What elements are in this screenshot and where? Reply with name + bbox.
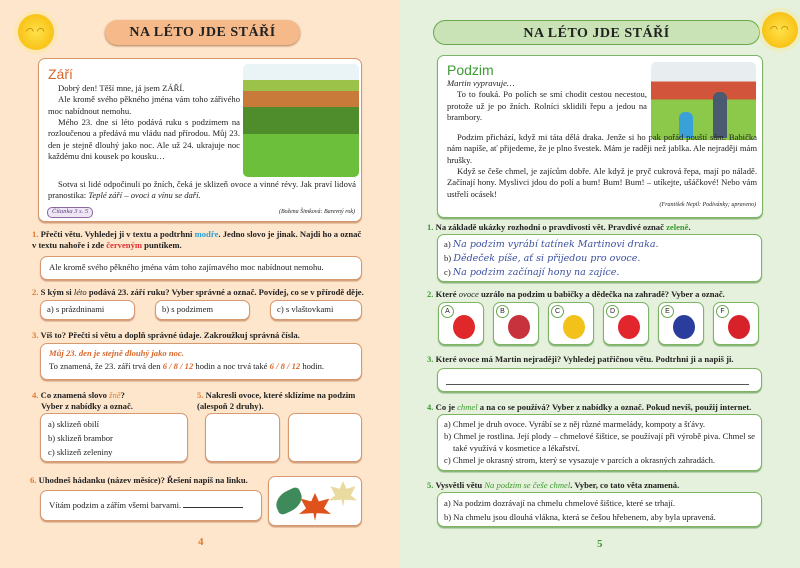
autumn-leaves-illustration [268, 476, 362, 526]
fruit-letter: E [661, 305, 674, 318]
option-c[interactable]: c) s vlaštovkami [270, 300, 362, 320]
statement-b[interactable]: b) Dědeček píše, ať si přijedou pro ovoce. [444, 252, 641, 264]
fruit-letter: F [716, 305, 729, 318]
answer-box[interactable] [437, 368, 762, 392]
reading-paragraph: To to fouká. Po polích se smí chodit cestou necestou, protože už je po žních. Rolníci sklidili řepu a jedou na brambory. [447, 89, 647, 123]
reading-paragraph: Podzim přichází, když mi táta dělá draka. Jenže si ho pak pořád pouští sám. Babička nám napíše, ať přijedeme, že je plno švestek. Mám je raději než jablka. Ale nejraději mám hrušky. [447, 132, 757, 165]
page-title: NA LÉTO JDE STÁŘÍ [433, 20, 760, 45]
sun-icon: ◠ ◠ [18, 14, 54, 50]
question-4-options [40, 413, 188, 462]
reading-box [38, 58, 362, 222]
statement-c[interactable]: c) Na podzim začínají hony na zajíce. [444, 266, 620, 278]
option-b[interactable]: b) s podzimem [155, 300, 250, 320]
reading-paragraph: Když se češe chmel, je zajícům dobře. Ale když je pryč cukrová řepa, mají po náladě. Začínají hony. Myslivci jdou do polí a bum! Bum! Bum! – utíkejte, ušáčkové! Nebo vám ustřelí ocásek! [447, 166, 757, 199]
raspberry-icon [508, 315, 530, 339]
number-choices[interactable]: 6 / 8 / 12 [162, 361, 194, 372]
question-3-box: Můj 23. den je stejně dlouhý jako noc. To znamená, že 23. září trvá den 6 / 8 / 12 hodin a noc trvá také 6 / 8 / 12 hodin. [40, 343, 362, 380]
apple-icon [453, 315, 475, 339]
question-4: 4. Co je chmel a na co se používá? Vyber z nabídky a označ. Pokud nevíš, použij internet. [427, 402, 752, 412]
question-3: 3. Které ovoce má Martin nejraději? Vyhledej patřičnou větu. Podtrhni ji a napiš ji. [427, 354, 734, 364]
proverb: Teplé září – ovoci a vínu se daří. [88, 190, 201, 201]
statement-a[interactable]: a) Na podzim vyrábí tatínek Martinovi draka. [444, 239, 659, 250]
page-title: NA LÉTO JDE STÁŘÍ [105, 20, 300, 45]
option-b[interactable]: b) Na chmelu jsou dlouhá vlákna, která se češou hřebenem, aby byla upravená. [444, 511, 716, 522]
option-c[interactable]: c) sklizeň zeleniny [48, 446, 113, 457]
maple-leaf-icon [299, 493, 331, 521]
fruit-letter: C [551, 305, 564, 318]
answer-line[interactable] [446, 384, 749, 385]
option-a[interactable]: a) sklizeň obilí [48, 419, 100, 429]
source-citation: (František Nepil: Podivánky; upraveno) [659, 202, 756, 208]
plum-icon [673, 315, 695, 339]
orchard-illustration [243, 64, 359, 177]
strawberry-icon [618, 315, 640, 339]
option-b[interactable]: b) sklizeň brambor [48, 432, 113, 443]
cherry-icon [728, 315, 750, 339]
question-5: 5. Nakresli ovoce, které sklízíme na podzim (alespoň 2 druhy). [197, 390, 356, 412]
kite-flying-illustration [651, 62, 756, 140]
reading-paragraph: Sotva si lidé odpočinuli po žních, čeká je sklizeň ovoce a vinné révy. Jak praví lidová pranostika: [48, 179, 356, 201]
question-2: 2. Které ovoce uzrálo na podzim u babičky a dědečka na zahradě? Vyber a označ. [427, 289, 725, 299]
option-a[interactable]: a) Na podzim dozrávají na chmelu chmelové šištice, které se trhají. [444, 498, 675, 508]
drawing-box-2[interactable] [288, 413, 362, 462]
reading-heading: Září [48, 66, 73, 82]
question-5: 5. Vysvětli větu Na podzim se češe chmel. Vyber, co tato věta znamená. [427, 480, 680, 490]
fruit-card-e[interactable] [658, 302, 704, 345]
drawing-box-1[interactable] [205, 413, 280, 462]
question-6: 6. Uhodneš hádanku (název měsíce)? Řešení napiš na linku. [30, 475, 248, 485]
reading-paragraph: Ale kromě svého pěkného jména vám toho zářivého moc nabídnout nemohu. [48, 94, 240, 116]
question-4: 4. Co znamená slovo žně? Vyber z nabídky a označ. [32, 390, 133, 412]
source-citation: (Božena Šimková: Barevný rok) [278, 209, 355, 215]
option-c[interactable]: c) Chmel je okrasný strom, který se vysazuje v parcích a okrasných zahradách. [444, 455, 716, 466]
fruit-letter: B [496, 305, 509, 318]
reading-paragraph: Dobrý den! Těší mne, já jsem ZÁŘÍ. [58, 83, 185, 93]
question-5-options [437, 492, 762, 527]
fruit-card-a[interactable] [438, 302, 484, 345]
page-number: 5 [597, 538, 603, 550]
question-4-options [437, 414, 762, 471]
maple-leaf-icon [329, 481, 357, 507]
option-a[interactable]: a) Chmel je druh ovoce. Vyrábí se z něj různé marmelády, kompoty a šťávy. [444, 419, 706, 429]
reading-heading: Podzim [447, 62, 494, 78]
question-1: 1. Na základě ukázky rozhodni o pravdivosti vět. Pravdivé označ zeleně. [427, 222, 691, 232]
reading-box [437, 55, 763, 218]
question-1: 1. Přečti větu. Vyhledej ji v textu a podtrhni modře. Jedno slovo je jinak. Najdi ho a označ v textu nahoře i zde červeným puntíkem. [32, 229, 362, 251]
riddle-box: Vítám podzim a zářím všemi barvami. [40, 490, 262, 521]
fruit-card-f[interactable] [713, 302, 759, 345]
option-b[interactable]: b) Chmel je rostlina. Její plody – chmelové šištice, se používají při výrobě piva. Chmel se také využívá v kosmetice a lékařství. [444, 431, 755, 454]
number-choices[interactable]: 6 / 8 / 12 [269, 361, 301, 372]
question-3: 3. Víš to? Přečti si větu a doplň správné údaje. Zakroužkuj správná čísla. [32, 330, 300, 340]
reading-paragraph: Mého 23. dne si léto podává ruku s podzimem na rozloučenou a předává mu vládu nad přírodou. Můj 23. den je stejně dlouhý jako noc. Ale už 24. ukrajuje noc každému dni kousek po kousku… [48, 117, 240, 162]
sun-icon: ◠ ◠ [762, 12, 798, 48]
fruit-letter: A [441, 305, 454, 318]
question-2: 2. S kým si léto podává 23. září ruku? Vyber správné a označ. Povídej, co se v přírodě děje. [32, 287, 364, 297]
pear-icon [563, 315, 585, 339]
fruit-card-d[interactable] [603, 302, 649, 345]
page-5 [400, 0, 800, 568]
answer-line[interactable] [183, 507, 243, 508]
option-a[interactable]: a) s prázdninami [40, 300, 135, 320]
fruit-card-b[interactable] [493, 302, 539, 345]
answer-sentence-box[interactable]: Ale kromě svého pěkného jména vám toho zajímavého moc nabídnout nemohu. [40, 256, 362, 280]
oak-leaf-icon [272, 486, 306, 516]
page-number: 4 [198, 536, 204, 548]
fruit-letter: D [606, 305, 619, 318]
fruit-card-c[interactable] [548, 302, 594, 345]
intro-line: Martin vypravuje… [447, 78, 515, 88]
reader-reference-badge: Čítanka 3 s. 5 [47, 207, 93, 218]
statements-box [437, 234, 762, 282]
